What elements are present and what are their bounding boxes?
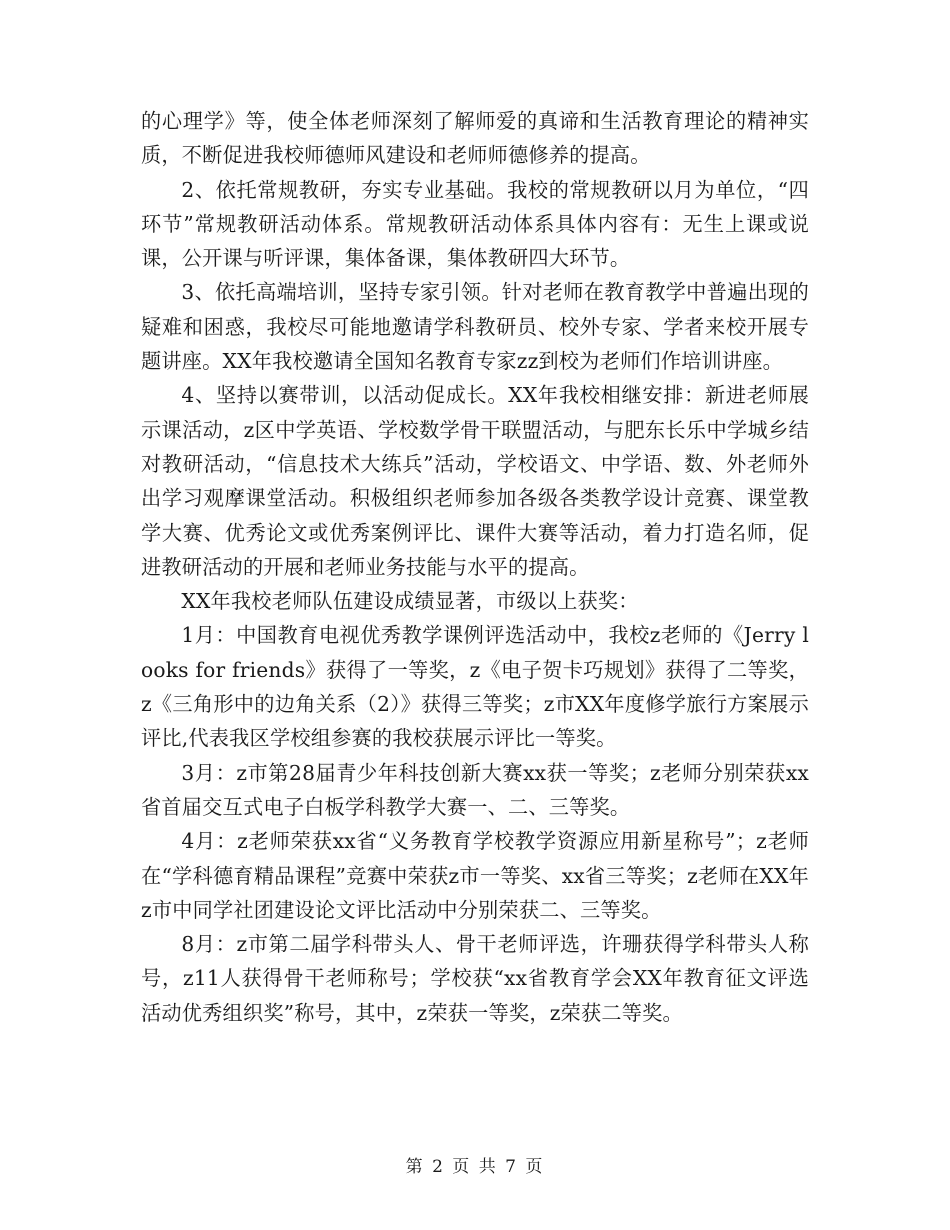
paragraph-3: 3、依托高端培训，坚持专家引领。针对老师在教育教学中普遍出现的疑难和困惑，我校尽可能地邀请学科教研员、校外专家、学者来校开展专题讲座。XX年我校邀请全国知名教育专家zz到校为老师们作培训讲座。	[141, 280, 809, 374]
document-body	[141, 104, 809, 1030]
paragraph-2: 2、依托常规教研，夯实专业基础。我校的常规教研以月为单位，“四环节”常规教研活动体系。常规教研活动体系具体内容有：无生上课或说课，公开课与听评课，集体备课，集体教研四大环节。	[141, 177, 809, 271]
paragraph-7: 3月：z市第28届青少年科技创新大赛xx获一等奖；z老师分别荣获xx省首届交互式电子白板学科教学大赛一、二、三等奖。	[141, 760, 809, 819]
paragraph-6: 1月：中国教育电视优秀教学课例评选活动中，我校z老师的《Jerry looks for friends》获得了一等奖，z《电子贺卡巧规划》获得了二等奖，z《三角形中的边角关系（2）》获得三等奖；z市XX年度修学旅行方案展示评比,代表我区学校组参赛的我校获展示评比一等奖。	[141, 623, 809, 751]
page-number-footer: 第 2 页 共 7 页	[405, 1157, 545, 1177]
paragraph-8: 4月：z老师荣获xx省“义务教育学校教学资源应用新星称号”；z老师在“学科德育精品课程”竞赛中荣获z市一等奖、xx省三等奖；z老师在XX年z市中同学社团建设论文评比活动中分别荣获二、三等奖。	[141, 829, 809, 922]
paragraph-9: 8月：z市第二届学科带头人、骨干老师评选，许珊获得学科带头人称号，z11人获得骨干老师称号；学校获“xx省教育学会XX年教育征文评选活动优秀组织奖”称号，其中，z荣获一等奖，z荣获二等奖。	[141, 932, 809, 1025]
paragraph-1: 的心理学》等，使全体老师深刻了解师爱的真谛和生活教育理论的精神实质，不断促进我校师德师风建设和老师师德修养的提高。	[141, 109, 809, 168]
paragraph-5: XX年我校老师队伍建设成绩显著，市级以上获奖：	[181, 589, 639, 614]
paragraph-4: 4、坚持以赛带训，以活动促成长。XX年我校相继安排：新进老师展示课活动，z区中学英语、学校数学骨干联盟活动，与肥东长乐中学城乡结对教研活动，“信息技术大练兵”活动，学校语文、中学语、数、外老师外出学习观摩课堂活动。积极组织老师参加各级各类教学设计竞赛、课堂教学大赛、优秀论文或优秀案例评比、课件大赛等活动，着力打造名师，促进教研活动的开展和老师业务技能与水平的提高。	[141, 383, 809, 579]
